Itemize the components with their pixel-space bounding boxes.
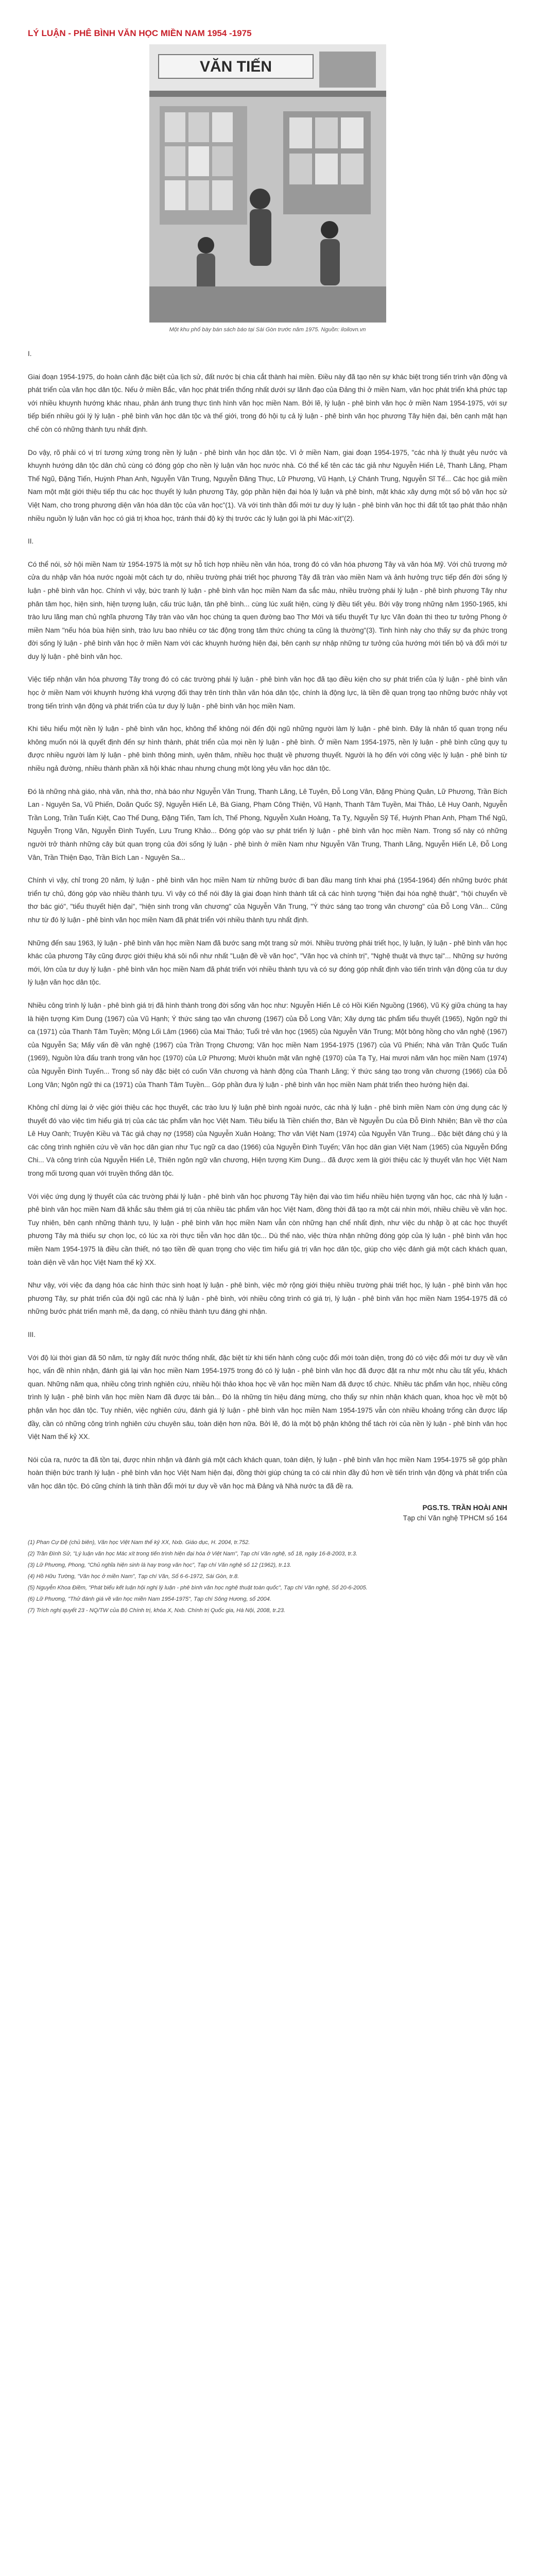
- photo-sign-text: VĂN TIẾN: [199, 58, 272, 75]
- article-body: [28, 347, 507, 1493]
- footnote: (7) Trích nghị quyết 23 - NQ/TW của Bộ Chính trị, khóa X, Nxb. Chính trị Quốc gia, Hà Nội, 2008, tr.23.: [28, 1607, 286, 1614]
- paragraph: Nói của ra, nước ta đã tồn tại, được nhìn nhận và đánh giá một cách khách quan, toàn diện, lý luận - phê bình văn học miền Nam 1954-1975 sẽ góp phần hoàn thiện bức tranh lý luận - phê bình văn học Việt Nam hiện đại, đồng thời giúp chúng ta có cái nhìn đầy đủ hơn về tiến trình vận động và phát triển của văn học dân tộc. Đó cũng chính là tinh thần đổi mới tư duy về văn học mà Đảng và Nhà nước ta đã đề ra.: [28, 1455, 507, 1490]
- footnote: (1) Phan Cự Đệ (chủ biên), Văn học Việt Nam thế kỷ XX, Nxb. Giáo dục, H. 2004, tr.752.: [28, 1539, 250, 1546]
- footnote: (3) Lữ Phương, Phong, "Chủ nghĩa hiện sinh là hay trong văn học", Tạp chí Văn nghệ số 12 (1962), tr.13.: [28, 1562, 291, 1568]
- footnote: (5) Nguyễn Khoa Điềm, "Phát biểu kết luận hội nghị lý luận - phê bình văn học nghệ thuật toàn quốc", Tạp chí Văn nghệ, Số 20-6-2005.: [28, 1584, 368, 1591]
- article-source: Tạp chí Văn nghệ TPHCM số 164: [403, 1514, 507, 1522]
- author-name: PGS.TS. TRẦN HOÀI ANH: [422, 1503, 507, 1512]
- paragraph: Việc tiếp nhận văn hóa phương Tây trong đó có các trường phái lý luận - phê bình văn học đã tạo điều kiện cho sự phát triển của lý luận - phê bình văn học ở miền Nam với khuynh hướng khá vượng đối thay trên tính thần văn hóa dân tộc, chính là động lực, là tiền đề quan trọng tạo những bước nhảy vọt trong tiến trình vận động và phát triển của tư duy lý luận - phê bình văn học miền Nam.: [28, 675, 507, 710]
- footnote: (2) Trần Đình Sử, "Lý luận văn học Mác xít trong tiến trình hiện đại hóa ở Việt Nam", Tạp chí Văn nghệ, số 18, ngày 16-8-2003, tr.3.: [28, 1550, 358, 1557]
- paragraph: Với độ lùi thời gian đã 50 năm, từ ngày đất nước thống nhất, đặc biệt từ khi tiến hành công cuộc đổi mới toàn diện, trong đó có việc đổi mới tư duy về văn học, vấn đề nhìn nhận, đánh giá lại văn học miền Nam 1954-1975 trong đó có lý luận - phê bình văn học đã được đặt ra như một nhu cầu tất yếu, khách quan. Những năm qua, nhiều công trình nghiên cứu, nhiều hội thảo khoa học về văn học miền Nam đã được tổ chức. Nhiều tác phẩm văn học, nhiều công trình lý luận - phê bình văn học miền Nam đã được tái bản... Đó là những tín hiệu đáng mừng, cho thấy sự nhìn nhận khách quan, khoa học về một bộ phận văn học dân tộc. Tuy nhiên, việc nghiên cứu, đánh giá lý luận - phê bình văn học miền Nam 1954-1975 vẫn còn nhiều khoảng trống cần được lấp đầy, cần có những công trình nghiên cứu chuyên sâu, toàn diện hơn nữa. Bởi lẽ, đó là một bộ phận không thể tách rời của nền lý luận - phê bình văn học Việt Nam thế kỷ XX.: [28, 1353, 507, 1441]
- paragraph: II.: [28, 537, 34, 546]
- paragraph: Như vậy, với việc đa dạng hóa các hình thức sinh hoạt lý luận - phê bình, việc mở rộng giới thiệu nhiều trường phái triết học, lý luận - phê bình văn học phương Tây, sự phát triển của đội ngũ các nhà lý luận - phê bình, với nhiều công trình có giá trị, lý luận - phê bình văn học miền Nam 1954-1975 đã có những bước phát triển mạnh mẽ, đa dạng, có nhiều thành tựu đáng ghi nhận.: [28, 1281, 507, 1316]
- paragraph: Khi tiêu hiểu một nền lý luận - phê bình văn học, không thể không nói đến đội ngũ những người làm lý luận - phê bình. Đây là nhân tố quan trọng nếu không muốn nói là quyết định đến sự hình thành, phát triển của mọi nền lý luận - phê bình. Ở miền Nam 1954-1975, nền lý luận - phê bình cũng quy tụ được nhiều người làm lý luận - phê bình thông minh, uyên thâm, nhiều học thuật về phương thuyết. Người là họ đến với công việc lý luận - phê bình từ nhiều ngả đường, nhiều thành phần xã hội khác nhau nhưng chung một lòng yêu văn học dân tộc.: [28, 725, 507, 773]
- paragraph: Có thể nói, sở hội miền Nam từ 1954-1975 là một sự hỗ tích hợp nhiều nền văn hóa, trong đó có văn hóa phương Tây và văn hóa Mỹ. Với chủ trương mở cửa du nhập văn hóa nước ngoài một cách tự do, nhiều trường phái triết học phương Tây đã tràn vào miền Nam và ảnh hưởng trực tiếp đến đời sống lý luận - phê bình văn học. Chính vì vậy, bức tranh lý luận - phê bình văn học miền Nam đa sắc màu, nhiều trường phái lý luận - phê bình phương Tây như phân tâm học, hiện sinh, hiện tượng luận, cấu trúc luận, tân phê bình... cùng lúc xuất hiện, cùng lý điều tiết yêu. Bởi vậy trong những năm 1950-1965, khi trào lưu lãng mạn chủ nghĩa phương Tây tràn vào văn học chúng ta quen đường bao Thơ Mới và tiểu thuyết Tự lực Văn đoàn thì theo tư tưởng Phong ở miền Nam "nếu hóa bùa hiện sinh, trào lưu bao nhiêu cơ tác động trong tâm thức chúng ta cũng là thường"(3). Tinh hình này cho thấy sự đa phức trong đời sống lý luận - phê bình văn học ở miền Nam với các khuynh hướng hiện đại, bên cạnh sự nhập những tư tưởng của hướng mới tiến bộ và đổi mới tư duy lý luận - phê bình văn học.: [28, 560, 507, 660]
- footnotes: [28, 1537, 507, 1616]
- article-title: LÝ LUẬN - PHÊ BÌNH VĂN HỌC MIỀN NAM 1954 -1975: [28, 28, 252, 38]
- footnote: (6) Lữ Phương, "Thử đánh giá về văn học miền Nam 1954-1975", Tạp chí Sông Hương, số 2004.: [28, 1596, 271, 1602]
- author-signature: [28, 1503, 507, 1523]
- paragraph: Không chỉ dừng lại ở việc giới thiệu các học thuyết, các trào lưu lý luận phê bình ngoài nước, các nhà lý luận - phê bình miền Nam còn ứng dụng các lý thuyết đó vào việc tìm hiểu giá trị của các tác phẩm văn học Việt Nam. Tiêu biểu là Tiền chiến thơ, Bàn về Nguyễn Du của Đỗ Đình Nhiên; Bàn về thơ của Lê Huy Oanh; Truyện Kiều và Tác giả chạy nợ (1958) của Nguyễn Xuân Hoàng; Thơ văn Việt Nam (1974) của Nguyễn Văn Trung... Đặc biệt đáng chú ý là các công trình nghiên cứu về văn học dân gian như Tục ngữ ca dao (1966) của Nguyễn Đình Tuyến; Văn học dân gian Việt Nam (1965) của Nguyễn Đổng Chi... Và công trình của Nguyễn Hiến Lê, Thiên ngôn ngữ văn chương, Hiện tượng Kim Dung... đã được xem là giới thiệu các lý thuyết văn học Việt Nam trong mối tương quan với truyền thống dân tộc.: [28, 1104, 507, 1178]
- paragraph: Những đến sau 1963, lý luận - phê bình văn học miền Nam đã bước sang một trang sử mới. Nhiều trường phái triết học, lý luận, lý luận - phê bình văn học khác của phương Tây cũng được giới thiệu khá sôi nổi như nhất "Luận đề về văn học", "Văn học và chính trị", "Nghệ thuật và thực tại"... Những sự hướng mới, lớn của tư duy lý luận - phê bình văn học miền Nam đã phát triển với nhiều thành tựu và có sự đóng góp nhất định vào tiến trình vận động của tư duy lý luận văn học dân tộc.: [28, 939, 507, 987]
- paragraph: Chính vì vậy, chỉ trong 20 năm, lý luận - phê bình văn học miền Nam từ những bước đi ban đầu mang tính khai phá (1954-1964) đến những bước phát triển tự chủ, đóng góp vào nhiều thành tựu. Vì vậy có thể nói đây là giai đoạn hình thành tất cả các hình tượng "hiện đại hóa nghệ thuật", "hội chuyển về thơ bác gió", "tiểu thuyết hiện đại", "hiện sinh trong văn chương" của Nguyễn Văn Trung, "Ý thức sáng tạo trong văn chương" của Đỗ Long Vân... Cũng như từ đó lý luận - phê bình văn học miền Nam đã phát triển với nhiều thành tựu nhất định.: [28, 876, 507, 924]
- photo-caption: Một khu phố bày bán sách báo tại Sài Gòn trước năm 1975. Nguồn: iloilovn.vn: [169, 327, 366, 333]
- paragraph: I.: [28, 350, 32, 358]
- paragraph: Đó là những nhà giáo, nhà văn, nhà thơ, nhà báo như Nguyễn Văn Trung, Thanh Lãng, Lê Tuyên, Đỗ Long Vân, Đặng Phùng Quân, Lữ Phương, Trần Bích Lan - Nguyên Sa, Vũ Phiến, Doãn Quốc Sỹ, Nguyễn Hiến Lê, Bà Giang, Phạm Công Thiện, Vũ Hạnh, Thanh Tâm Tuyền, Mai Thảo, Lê Huy Oanh, Nguyễn Trần Long, Trần Tuấn Kiệt, Cao Thế Dung, Đặng Tiến, Tam Ích, Thế Phong, Nguyễn Xuân Hoàng, Tạ Tỵ, Nguyễn Sỹ Tế, Huỳnh Phan Anh, Phạm Thế Ngũ, Nguyễn Trọng Văn, Nguyễn Đình Tuyến, Lưu Trung Khảo... Đóng góp vào sự phát triển lý luận - phê bình văn học miền Nam. Trong số này có những người trở thành những cây bút quan trọng của đời sống lý luận - phê bình ở miền Nam như Nguyễn Văn Trung, Thanh Lãng, Nguyễn Hiến Lê, Đỗ Long Vân, Trần Thiện Đạo, Trần Bích Lan - Nguyên Sa...: [28, 787, 507, 861]
- paragraph: Với việc ứng dụng lý thuyết của các trường phái lý luận - phê bình văn học phương Tây hiện đại vào tìm hiểu nhiều hiện tượng văn học, các nhà lý luận - phê bình văn học miền Nam đã khắc sâu thêm giá trị của nhiều tác phẩm văn học Việt Nam, đồng thời đã tạo ra một cái nhìn mới, nhiều chiều về văn học. Tuy nhiên, bên cạnh những thành tựu, lý luận - phê bình văn học miền Nam vẫn còn những hạn chế nhất định, như việc du nhập ồ ạt các học thuyết phương Tây mà thiếu sự chọn lọc, có lúc xa rời thực tiễn văn học dân tộc... Dù thế nào, việc thừa nhận những đóng góp của lý luận - phê bình văn học miền Nam 1954-1975 là điều cần thiết, nó tạo tiền đề quan trọng cho việc tìm hiểu giá trị văn học dân tộc, giúp cho việc đánh giá một cách khách quan, toàn diện về văn học Việt Nam thế kỷ XX.: [28, 1192, 507, 1266]
- paragraph: Do vậy, rõ phải có vị trí tương xứng trong nền lý luận - phê bình văn học dân tộc. Vì ở miền Nam, giai đoạn 1954-1975, "các nhà lý thuật yêu nước và khuynh hướng dân tộc dân chủ cùng có đóng góp cho nền lý luận văn học nước nhà. Có thể kể tên các tác giả như Nguyễn Hiến Lê, Thanh Lãng, Phạm Thế Ngũ, Đặng Tiến, Huỳnh Phan Anh, Nguyễn Văn Trung, Nguyễn Đăng Thục, Lữ Phương, Vũ Hạnh, Lý Chánh Trung, Nguyễn Sĩ Tế... Các học giả miền Nam một mặt giới thiệu tiếp thu các học thuyết lý luận phương Tây, góp phần hiện đại hóa lý luận và phê bình, mặt khác xây dựng một số bộ văn học sử Việt Nam, cho trong phương diện văn hóa dân tộc của văn học"(1). Và với tinh thần đổi mới tư duy lý luận - phê bình văn học thì đất tốt tạo phát thảo nhận nhiều nguồn lý luận văn học có giá trị khoa học, tránh thái độ kỳ thị trước các lý luận gọi là phi Mác-xít"(2).: [28, 448, 507, 522]
- article-photo: [149, 44, 386, 323]
- footnote: (4) Hồ Hữu Tường, "Văn học ở miền Nam", Tạp chí Văn, Số 6-6-1972, Sài Gòn, tr.8.: [28, 1573, 239, 1580]
- paragraph: Nhiều công trình lý luận - phê bình giá trị đã hình thành trong đời sống văn học như: Nguyễn Hiến Lê có Hồi Kiến Nguồng (1966), Vũ Ký giữa chúng ta hay là hiện tượng Kim Dung (1967) của Vũ Hạnh; Ý thức sáng tạo văn chương (1967) của Đỗ Long Vân; Xây dựng tác phẩm tiểu thuyết (1965), Ngôn ngữ thi ca (1971) của Thanh Tâm Tuyền; Mộng Lối Lâm (1966) của Mai Thảo; Tuổi trẻ văn học (1965) của Nguyễn Văn Trung; Một bông hồng cho văn nghệ (1967) của Nguyễn Sa; Mấy vấn đề văn nghệ (1967) của Trần Trọng Chương; Văn học miền Nam 1954-1975 (1967) của Vũ Phiến; Nhà văn Trần Quốc Tuấn (1969), Nguồn lửa đấu tranh trong văn học (1970) của Lữ Phương; Mười khuôn mặt văn nghệ (1970) của Tạ Tỵ, Hai mươi năm văn học miền Nam (1974) của Nguyễn Đình Tuyến... Trong số này đặc biệt có cuốn Văn chương và hành động của Thanh Lãng; Ý thức sáng tạo trong văn chương (1966) của Đỗ Long Vân; Ngôn ngữ thi ca (1971) của Thanh Tâm Tuyền... Góp phần đưa lý luận - phê bình văn học miền Nam phát triển theo hướng hiện đại.: [28, 1001, 507, 1089]
- paragraph: Giai đoạn 1954-1975, do hoàn cảnh đặc biệt của lịch sử, đất nước bị chia cắt thành hai miền. Điều này đã tạo nên sự khác biệt trong tiến trình vận động và phát triển của văn học dân tộc. Nếu ở miền Bắc, văn học phát triển thống nhất dưới sự lãnh đạo của Đảng thì ở miền Nam, văn học phát triển khá phức tạp với nhiều khuynh hướng khác nhau, phản ánh trung thực tình hình văn học miền Nam. Bởi lẽ, lý luận - phê bình văn học ở miền Nam 1954-1975, với sự tiếp biến nhiều gói lý lý luận - phê bình văn học dân tộc và thế giới, trong đó hội tụ cả lý luận - phê bình văn học phương Tây hiện đại, bên cạnh mặt hạn chế còn có những thành tựu nhất định.: [28, 372, 507, 433]
- paragraph: III.: [28, 1331, 36, 1338]
